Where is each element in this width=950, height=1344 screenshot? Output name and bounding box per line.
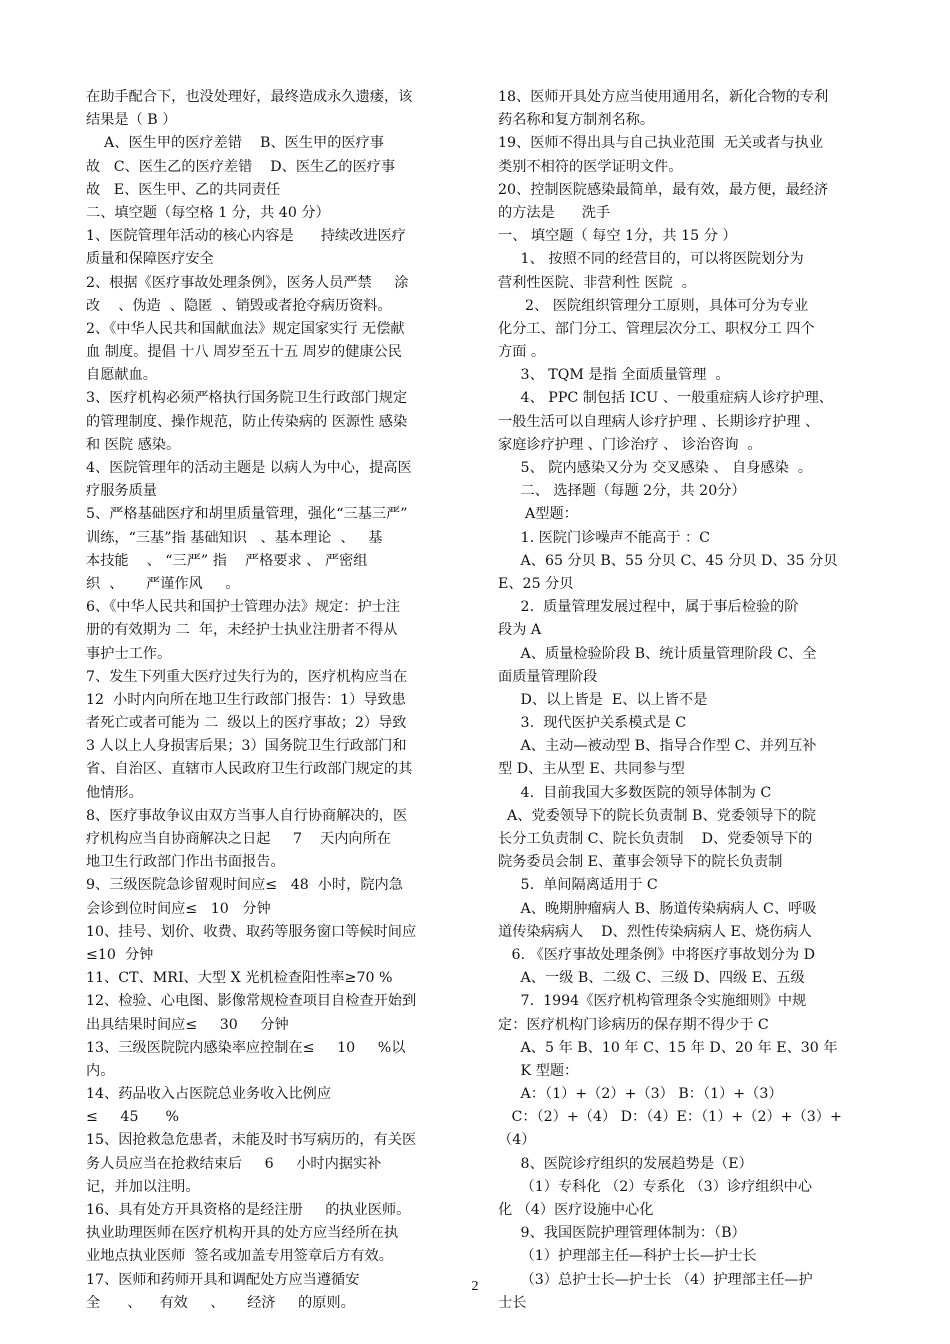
text-line: （1）专科化 （2）专系化 （3）诊疗组织中心 [498, 1178, 813, 1195]
text-line: 3 人以上人身损害后果；3）国务院卫生行政部门和 [86, 738, 407, 755]
text-line: 型 D、主从型 E、共同参与型 [498, 761, 685, 778]
text-line: 15、因抢救急危患者，未能及时书写病历的，有关医 [86, 1132, 417, 1149]
text-line: 士长 [498, 1294, 527, 1311]
text-line: 6、《中华人民共和国护士管理办法》规定：护士注 [86, 599, 401, 616]
text-line: 长分工负责制 C、院长负责制 D、党委领导下的 [498, 831, 813, 847]
text-line: 故 C、医生乙的医疗差错 D、医生乙的医疗事 [86, 158, 396, 175]
text-line: 11、CT、MRI、大型 X 光机检查阳性率≥70 % [86, 970, 393, 987]
text-line: 营利性医院、非营利性 医院 。 [498, 274, 696, 291]
text-line: D、以上皆是 E、以上皆不是 [498, 691, 708, 708]
text-line: 本技能 、 “三严” 指 严格要求 、 严密组 [86, 552, 368, 569]
page-number: 2 [471, 1279, 479, 1294]
text-line: A：（1）+（2）+（3） B：（1）+（3） [498, 1086, 783, 1103]
text-line: 故 E、医生甲、乙的共同责任 [86, 181, 281, 198]
text-line: 2、《中华人民共和国献血法》规定国家实行 无偿献 [86, 320, 405, 337]
text-line: 一、 填空题（ 每空 1分，共 15 分 ） [498, 228, 737, 245]
text-line: 2、 医院组织管理分工原则，具体可分为专业 [498, 297, 809, 314]
text-line: A、65 分贝 B、55 分贝 C、45 分贝 D、35 分贝 [498, 552, 838, 569]
text-line: （3）总护士长—护士长 （4）护理部主任—护 [498, 1271, 813, 1288]
text-line: 19、医师不得出具与自己执业范围 无关或者与执业 [498, 135, 824, 152]
text-line: 类别不相符的医学证明文件。 [498, 158, 683, 175]
text-line: 者死亡或者可能为 二 级以上的医疗事故；2）导致 [86, 715, 407, 732]
text-line: C：（2）+（4） D：（4）E：（1）+（2）+（3）+ [498, 1109, 842, 1126]
text-line: 5、 院内感染又分为 交叉感染 、 自身感染 。 [498, 460, 813, 476]
text-line: 家庭诊疗护理 、门诊治疗 、 诊治咨询 。 [498, 436, 762, 453]
text-line: 8、医院诊疗组织的发展趋势是（E） [498, 1155, 753, 1172]
text-line: 化 （4）医疗设施中心化 [498, 1202, 654, 1218]
text-line: A、5 年 B、10 年 C、15 年 D、20 年 E、30 年 [498, 1039, 838, 1056]
text-line: 6. 《医疗事故处理条例》中将医疗事故划分为 D [498, 946, 816, 963]
text-line: ≤ 45 % [86, 1109, 180, 1126]
text-line: 改 、伪造 、隐匿 、销毁或者抢夺病历资料。 [86, 297, 392, 314]
text-line: 1、医院管理年活动的核心内容是 持续改进医疗 [86, 228, 406, 245]
text-line: 册的有效期为 二 年，未经护士执业注册者不得从 [86, 622, 398, 639]
left-column [86, 86, 468, 1315]
text-line: 7、发生下列重大医疗过失行为的，医疗机构应当在 [86, 668, 408, 685]
text-line: A、一级 B、二级 C、三级 D、四级 E、五级 [498, 970, 805, 987]
text-line: 的管理制度、操作规范，防止传染病的 医源性 感染 [86, 413, 408, 430]
text-line: 17、医师和药师开具和调配处方应当遵循安 [86, 1271, 360, 1288]
text-line: A、医生甲的医疗差错 B、医生甲的医疗事 [86, 135, 384, 152]
text-line: 2. 质量管理发展过程中，属于事后检验的阶 [498, 599, 799, 616]
text-line: 会诊到位时间应≤ 10 分钟 [86, 900, 271, 917]
text-line: 务人员应当在抢救结束后 6 小时内据实补 [86, 1155, 382, 1172]
text-line: 自愿献血。 [86, 367, 157, 384]
text-line: 4、医院管理年的活动主题是 以病人为中心，提高医 [86, 460, 412, 476]
text-line: 全 、 有效 、 经济 的原则。 [86, 1294, 355, 1311]
text-line: 疗机构应当自协商解决之日起 7 天内向所在 [86, 831, 391, 847]
text-line: 记，并加以注明。 [86, 1178, 200, 1195]
text-line: 事护士工作。 [86, 645, 172, 662]
text-line: 业地点执业医师 签名或加盖专用签章后方有效。 [86, 1248, 393, 1265]
text-line: 18、医师开具处方应当使用通用名，新化合物的专利 [498, 89, 829, 105]
text-line: 2、根据《医疗事故处理条例》，医务人员严禁 涂 [86, 274, 409, 291]
text-line: 20、控制医院感染最简单，最有效，最方便，最经济 [498, 181, 829, 198]
text-line: 段为 A [498, 622, 542, 639]
text-line: 二、 选择题（每题 2分，共 20分） [498, 483, 746, 500]
text-line: E、25 分贝 [498, 575, 574, 592]
text-line: 化分工、部门分工、管理层次分工、职权分工 四个 [498, 320, 815, 337]
text-line: 定：医疗机构门诊病历的保存期不得少于 C [498, 1016, 769, 1033]
text-line: 9、三级医院急诊留观时间应≤ 48 小时，院内急 [86, 877, 403, 894]
text-line: 内。 [86, 1062, 115, 1079]
text-line: 道传染病病人 D、烈性传染病病人 E、烧伤病人 [498, 923, 812, 940]
text-line: A型题： [498, 506, 578, 523]
text-line: 7. 1994《医疗机构管理条令实施细则》中规 [498, 993, 807, 1010]
text-line: 二、填空题（每空格 1 分，共 40 分） [86, 204, 330, 221]
text-line: 4、 PPC 制包括 ICU 、一般重症病人诊疗护理、 [498, 390, 833, 407]
text-line: 12、检验、心电图、影像常规检查项目自检查开始到 [86, 993, 417, 1010]
text-line: K 型题： [498, 1062, 579, 1079]
text-line: 和 医院 感染。 [86, 436, 181, 453]
text-line: 1. 医院门诊噪声不能高于 ：C [498, 529, 711, 546]
text-line: 9、我国医院护理管理体制为：（B） [498, 1225, 746, 1242]
text-line: 的方法是 洗手 [498, 204, 611, 221]
text-line: （1）护理部主任—科护士长—护士长 [498, 1248, 757, 1265]
text-line: 面质量管理阶段 [498, 668, 598, 685]
text-line: 院务委员会制 E、董事会领导下的院长负责制 [498, 854, 783, 871]
right-column [498, 86, 886, 1315]
text-line: 药名称和复方制剂名称。 [498, 112, 655, 129]
text-line: （4） [498, 1132, 536, 1149]
text-line: A、主动—被动型 B、指导合作型 C、并列互补 [498, 738, 817, 755]
text-line: ≤10 分钟 [86, 946, 154, 963]
text-line: 13、三级医院院内感染率应控制在≤ 10 %以 [86, 1039, 406, 1056]
text-line: A、晚期肿瘤病人 B、肠道传染病病人 C、呼吸 [498, 900, 817, 917]
text-line: A、党委领导下的院长负责制 B、党委领导下的院 [498, 807, 816, 824]
text-line: 12 小时内向所在地卫生行政部门报告：1）导致患 [86, 691, 406, 708]
text-line: 方面 。 [498, 344, 546, 361]
text-line: 3、医疗机构必须严格执行国务院卫生行政部门规定 [86, 390, 408, 407]
text-line: 出具结果时间应≤ 30 分钟 [86, 1016, 289, 1033]
text-line: 4. 目前我国大多数医院的领导体制为 C [498, 784, 772, 801]
text-line: 3. 现代医护关系模式是 C [498, 715, 687, 732]
text-line: 省、自治区、直辖市人民政府卫生行政部门规定的其 [86, 761, 413, 778]
text-line: 执业助理医师在医疗机构开具的处方应当经所在执 [86, 1225, 399, 1242]
text-line: 1、 按照不同的经营目的，可以将医院划分为 [498, 251, 804, 268]
text-line: 地卫生行政部门作出书面报告。 [86, 854, 285, 871]
text-line: 14、药品收入占医院总业务收入比例应 [86, 1086, 332, 1103]
text-line: 质量和保障医疗安全 [86, 251, 214, 268]
text-line: 3、 TQM 是指 全面质量管理 。 [498, 367, 730, 384]
text-line: 一般生活可以自理病人诊疗护理 、长期诊疗护理 、 [498, 413, 820, 430]
text-line: 5、严格基础医疗和胡里质量管理，强化“三基三严” [86, 506, 408, 523]
text-line: 织 、 严谨作风 。 [86, 575, 240, 592]
text-line: 疗服务质量 [86, 483, 157, 500]
text-line: 他情形。 [86, 784, 143, 801]
text-line: 训练，“三基”指 基础知识 、基本理论 、 基 [86, 529, 383, 546]
text-line: 5. 单间隔离适用于 C [498, 877, 658, 894]
text-line: 16、具有处方开具资格的是经注册 的执业医师。 [86, 1202, 411, 1218]
text-line: 结果是（ B ） [86, 112, 177, 129]
text-line: 8、医疗事故争议由双方当事人自行协商解决的，医 [86, 807, 408, 824]
text-line: 血 制度。提倡 十八 周岁至五十五 周岁的健康公民 [86, 344, 402, 361]
text-line: 10、挂号、划价、收费、取药等服务窗口等候时间应 [86, 923, 417, 940]
text-line: A、质量检验阶段 B、统计质量管理阶段 C、全 [498, 645, 817, 662]
text-line: 在助手配合下，也没处理好，最终造成永久遗瘘，该 [86, 89, 413, 105]
